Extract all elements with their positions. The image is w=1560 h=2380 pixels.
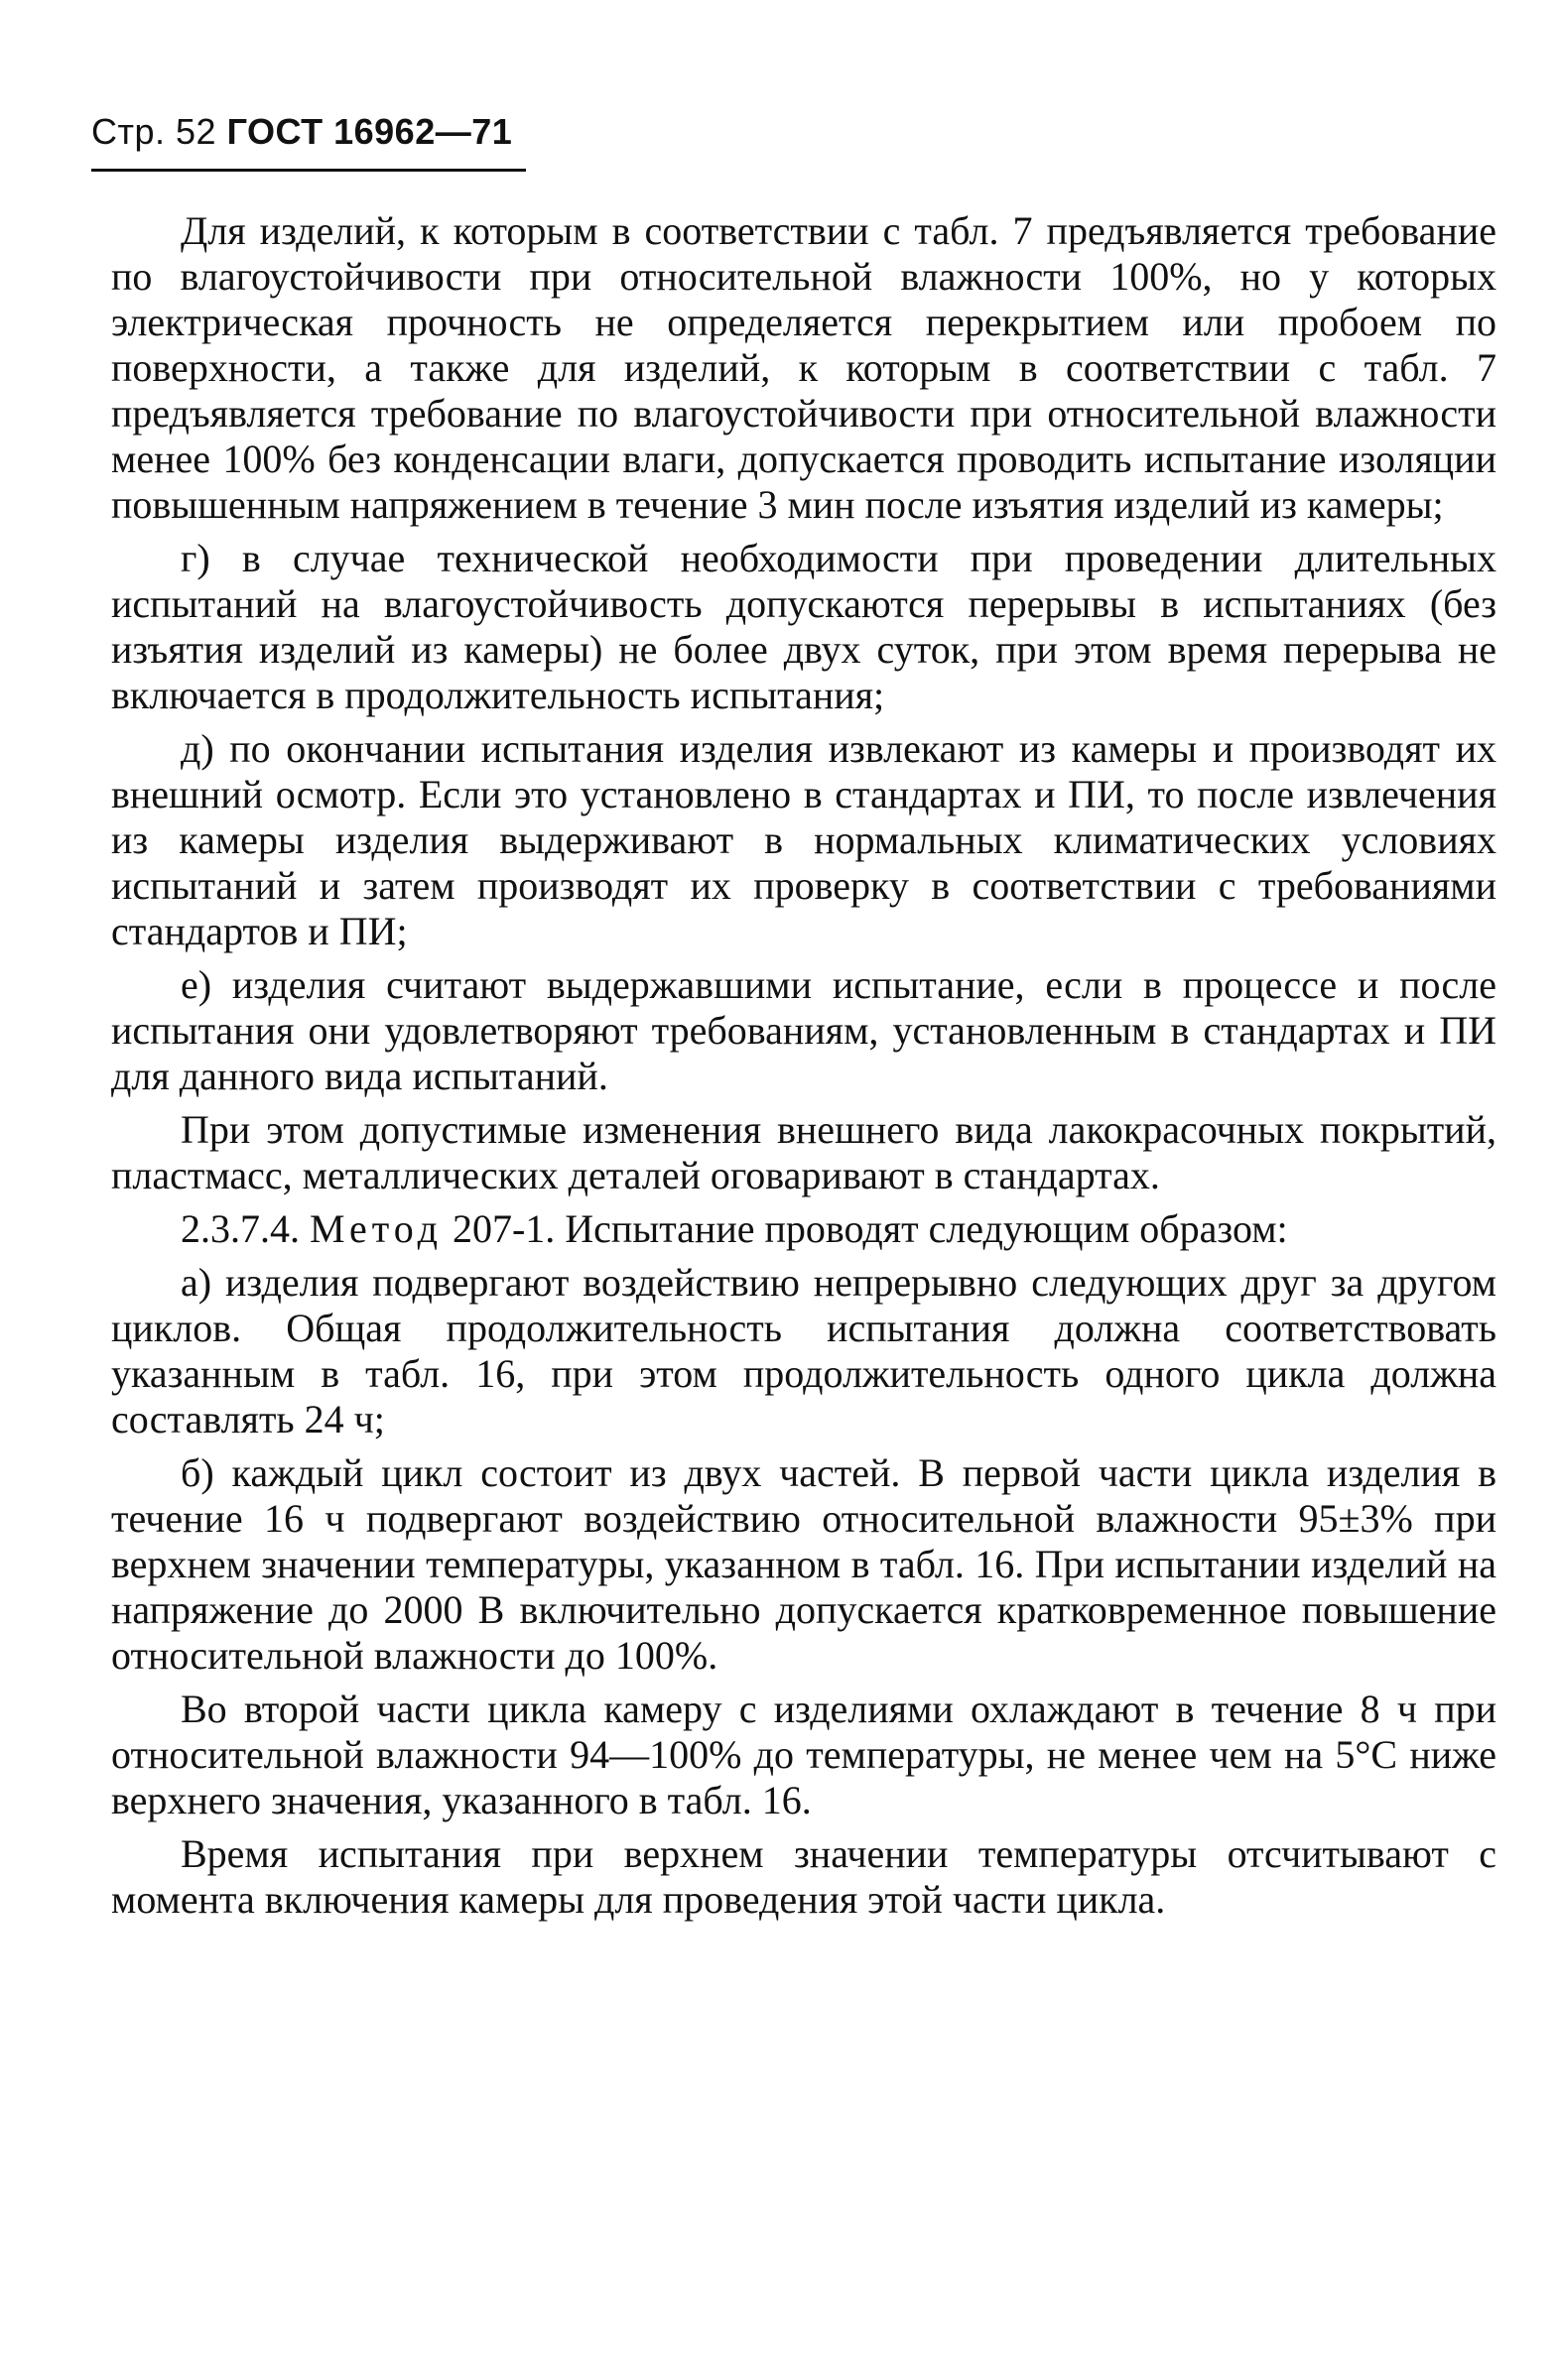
document-body <box>111 208 1496 1931</box>
paragraph-test-time: Время испытания при верхнем значении температуры отсчитывают с момента включения камеры для проведения этой части цикла. <box>111 1831 1496 1922</box>
page-number: Стр. 52 <box>91 111 217 152</box>
paragraph-item-e: е) изделия считают выдержавшими испытание, если в процессе и после испытания они удовлетворяют требованиям, установленным в стандартах и ПИ для данного вида испытаний. <box>111 962 1496 1098</box>
page-header <box>91 111 512 153</box>
standard-designation: ГОСТ 16962—71 <box>226 111 513 152</box>
paragraph-method-heading <box>111 1206 1496 1252</box>
paragraph-item-g: г) в случае технической необходимости при проведении длительных испытаний на влагоустойчивость допускаются перерывы в испытаниях (без изъятия изделий из камеры) не более двух суток, при этом время перерыва не включается в продолжительность испытания; <box>111 536 1496 717</box>
paragraph-item-b: б) каждый цикл состоит из двух частей. В первой части цикла изделия в течение 16 ч подвергают воздействию относительной влажности 95±3% при верхнем значении температуры, указанном в табл. 16. При испытании изделий на напряжение до 2000 В включительно допускается кратковременное повышение относительной влажности до 100%. <box>111 1450 1496 1678</box>
method-word: Метод <box>310 1206 443 1251</box>
method-text: 207-1. Испытание проводят следующим образом: <box>452 1206 1288 1251</box>
paragraph-allowed-changes: При этом допустимые изменения внешнего вида лакокрасочных покрытий, пластмасс, металлических деталей оговаривают в стандартах. <box>111 1107 1496 1197</box>
header-rule <box>91 169 526 172</box>
paragraph-second-part: Во второй части цикла камеру с изделиями охлаждают в течение 8 ч при относительной влажности 94—100% до температуры, не менее чем на 5°С ниже верхнего значения, указанного в табл. 16. <box>111 1687 1496 1822</box>
paragraph-item-a: а) изделия подвергают воздействию непрерывно следующих друг за другом циклов. Общая продолжительность испытания должна соответствовать указанным в табл. 16, при этом продолжительность одного цикла должна составлять 24 ч; <box>111 1260 1496 1441</box>
paragraph-item-d: д) по окончании испытания изделия извлекают из камеры и производят их внешний осмотр. Если это установлено в стандартах и ПИ, то после извлечения из камеры изделия выдерживают в нормальных климатических условиях испытаний и затем производят их проверку в соответствии с требованиями стандартов и ПИ; <box>111 726 1496 953</box>
paragraph-humidity-requirements: Для изделий, к которым в соответствии с табл. 7 предъявляется требование по влагоустойчивости при относительной влажности 100%, но у которых электрическая прочность не определяется перекрытием или пробоем по поверхности, а также для изделий, к которым в соответствии с табл. 7 предъявляется требование по влагоустойчивости при относительной влажности менее 100% без конденсации влаги, допускается проводить испытание изоляции повышенным напряжением в течение 3 мин после изъятия изделий из камеры; <box>111 208 1496 527</box>
section-number: 2.3.7.4. <box>181 1206 300 1251</box>
